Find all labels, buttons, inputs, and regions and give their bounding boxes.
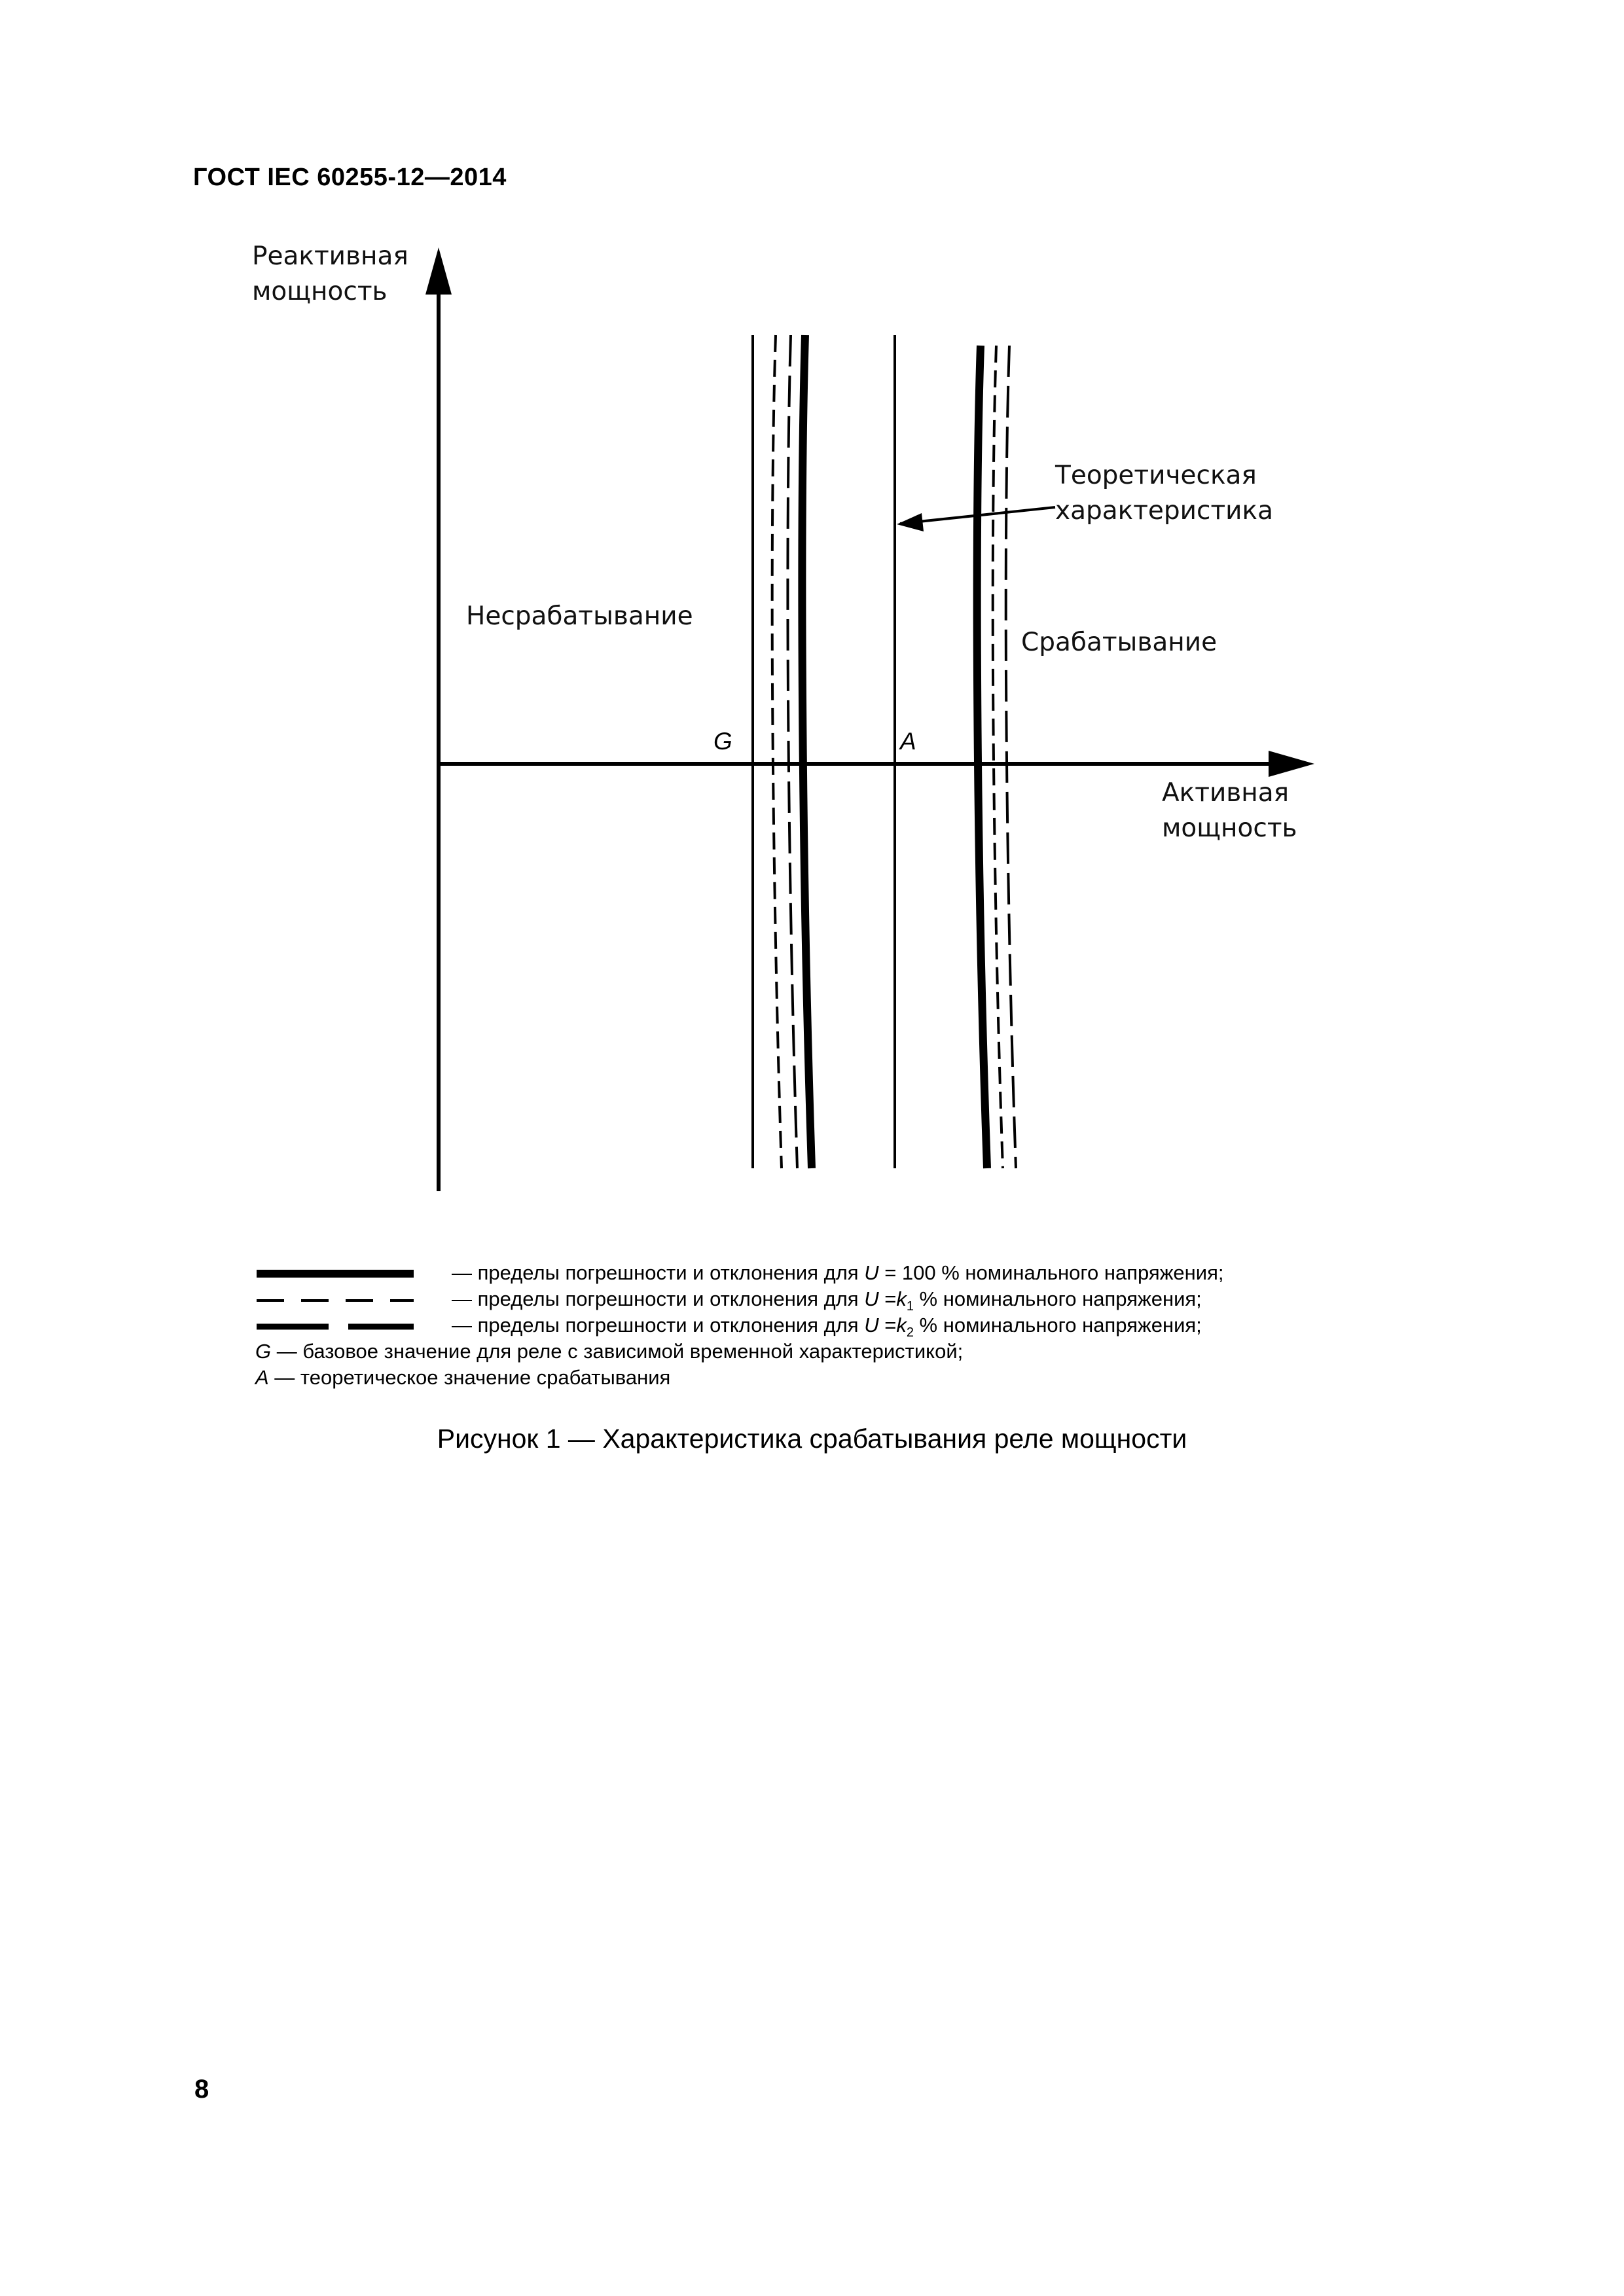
- figure-caption: Рисунок 1 — Характеристика срабатывания реле мощности: [437, 1424, 1187, 1454]
- a-limit-k1-dashed: [993, 346, 1003, 1168]
- a-limit-k2-dashed: [1006, 346, 1016, 1168]
- x-axis-label: [1162, 776, 1297, 846]
- document-header: ГОСТ IEC 60255-12—2014: [193, 164, 507, 191]
- y-axis-arrow: [425, 247, 452, 295]
- legend-solid-text: — пределы погрешности и отклонения для U = 100 % номинального напряжения;: [452, 1261, 1224, 1284]
- point-a-label: A: [900, 728, 916, 755]
- theoretical-label-line1: Теоретическая: [1055, 461, 1257, 490]
- x-axis-label-line1: Активная: [1162, 778, 1290, 808]
- point-g-label: G: [713, 728, 732, 755]
- region-operate-label: Срабатывание: [1021, 628, 1218, 657]
- legend-g-text: G — базовое значение для реле с зависимой временной характеристикой;: [255, 1340, 964, 1363]
- theoretical-label: [1055, 458, 1273, 529]
- legend-dash-text: — пределы погрешности и отклонения для $U =k_1$ % номинального напряжения;: [452, 1287, 1202, 1314]
- g-limit-k2-dashed: [787, 335, 797, 1168]
- g-limit-k1-dashed: [772, 335, 782, 1168]
- y-axis-label: [252, 239, 408, 310]
- a-limit-100-solid: [977, 346, 987, 1168]
- x-axis-arrow: [1269, 751, 1314, 777]
- y-axis-label-line2: мощность: [252, 277, 388, 306]
- legend-longdash-text: — пределы погрешности и отклонения для $U =k_2$ % номинального напряжения;: [452, 1314, 1202, 1340]
- g-limit-100-solid: [802, 335, 812, 1168]
- theoretical-label-line2: характеристика: [1055, 496, 1273, 526]
- legend-a-text: A — теоретическое значение срабатывания: [255, 1366, 671, 1389]
- page-number: 8: [194, 2075, 209, 2104]
- region-no-operate-label: Несрабатывание: [466, 601, 693, 631]
- y-axis-label-line1: Реактивная: [252, 242, 408, 271]
- x-axis-label-line2: мощность: [1162, 814, 1297, 843]
